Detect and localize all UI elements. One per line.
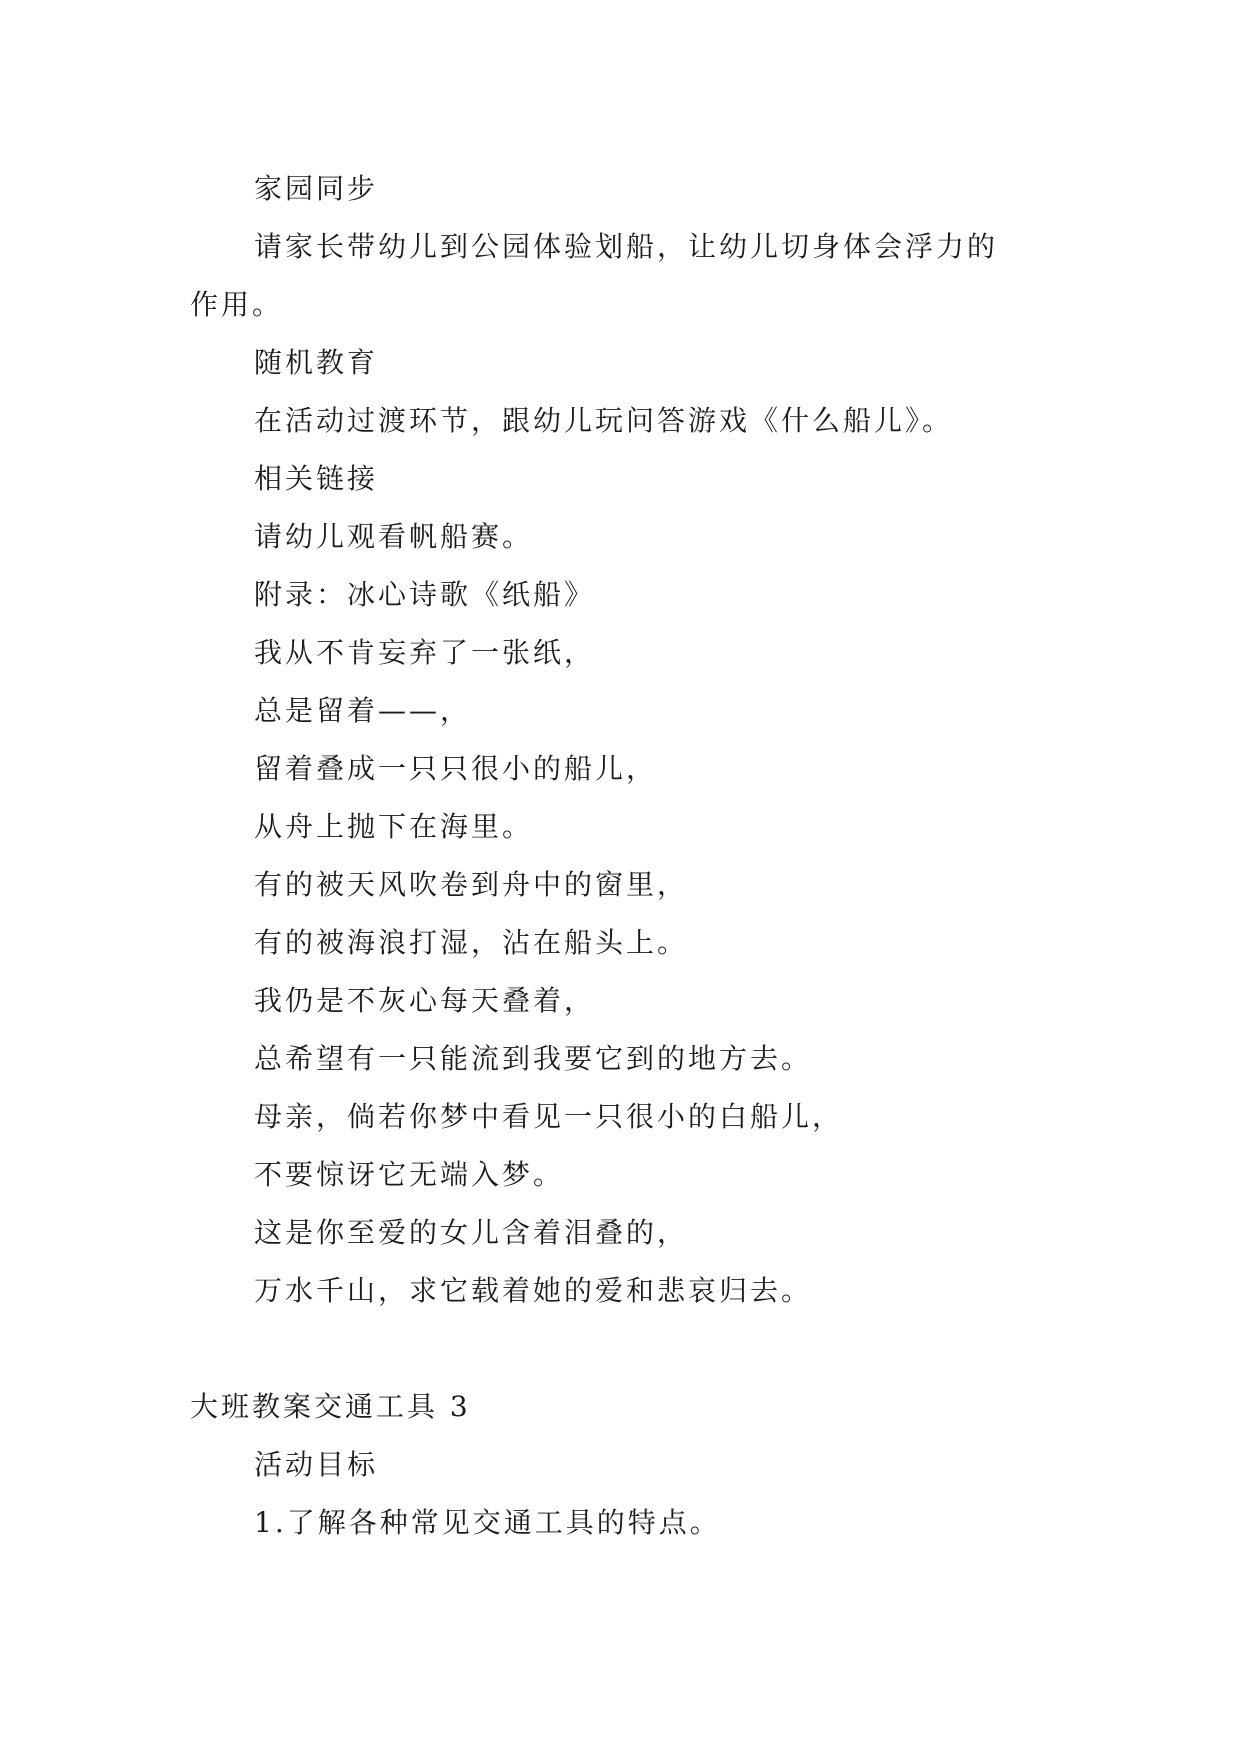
poem-line: 我仍是不灰心每天叠着，: [254, 984, 596, 1017]
section-title: 大班教案交通工具 3: [190, 1390, 471, 1423]
poem-line: 从舟上抛下在海里。: [254, 810, 534, 843]
poem-line: 这是你至爱的女儿含着泪叠的，: [254, 1216, 689, 1249]
home-sync-text: 请家长带幼儿到公园体验划船，让幼儿切身体会浮力的: [254, 230, 999, 263]
home-sync-heading: 家园同步: [254, 172, 379, 205]
poem: [190, 624, 1090, 1320]
random-education-heading: 随机教育: [254, 346, 379, 379]
poem-line: 有的被海浪打湿，沾在船头上。: [254, 926, 689, 959]
section-spacer: [190, 1320, 1090, 1378]
poem-line: 我从不肯妄弃了一张纸，: [254, 636, 596, 669]
poem-line: 总希望有一只能流到我要它到的地方去。: [254, 1042, 813, 1075]
poem-line: 不要惊讶它无端入梦。: [254, 1158, 565, 1191]
activity-goal-item: 1.了解各种常见交通工具的特点。: [254, 1506, 721, 1539]
related-links-text: 请幼儿观看帆船赛。: [254, 520, 534, 553]
appendix-title: 附录：冰心诗歌《纸船》: [254, 578, 596, 611]
home-sync-text-continued: 作用。: [190, 288, 284, 321]
poem-line: 有的被天风吹卷到舟中的窗里，: [254, 868, 689, 901]
related-links-heading: 相关链接: [254, 462, 379, 495]
random-education-text: 在活动过渡环节，跟幼儿玩问答游戏《什么船儿》。: [254, 404, 954, 437]
document-body: [190, 160, 1090, 1552]
activity-goals-heading: 活动目标: [254, 1448, 379, 1481]
poem-line: 留着叠成一只只很小的船儿，: [254, 752, 658, 785]
poem-line: 总是留着——，: [254, 694, 472, 727]
poem-line: 万水千山，求它载着她的爱和悲哀归去。: [254, 1274, 813, 1307]
poem-line: 母亲，倘若你梦中看见一只很小的白船儿，: [254, 1100, 844, 1133]
